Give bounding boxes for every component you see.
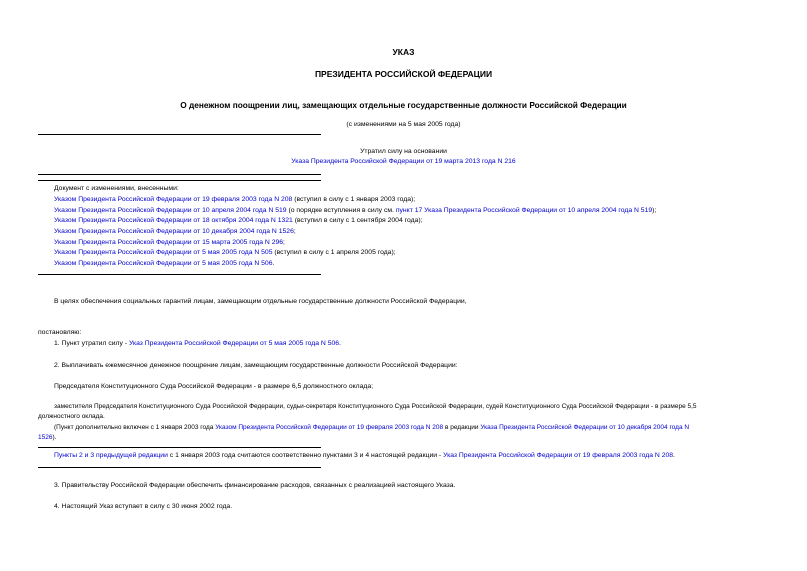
decree-type: УКАЗ (392, 47, 415, 57)
deputy-clause: заместителя Председателя Конституционного Суда Российской Федерации, судьи-секретаря Конституционного Суда Российской Федерации, судей Конституционного Суда Российской Федерации - в размере 5,5 (54, 403, 697, 410)
renumbering-note: Пункты 2 и 3 предыдущей редакции с 1 января 2003 года считаются соответственно пунктами 3 и 4 настоящей редакции - Указ Президента Российской Федерации от 19 февраля 2003 года N 208. (54, 452, 675, 459)
page-title: О денежном поощрении лиц, замещающих отдельные государственные должности Российской Федерации (180, 100, 627, 110)
revision-note: (с изменениями на 5 мая 2005 года) (346, 121, 461, 128)
amendment-item: Указом Президента Российской Федерации от 15 марта 2005 года N 296; (54, 239, 285, 246)
amendment-link[interactable]: Указом Президента Российской Федерации от 5 мая 2005 года N 506 (54, 260, 273, 267)
note-link-2-cont[interactable]: 1526 (38, 434, 53, 441)
amendment-item: Указом Президента Российской Федерации от 5 мая 2005 года N 506. (54, 260, 275, 267)
amendment-item: Указом Президента Российской Федерации от 10 апреля 2004 года N 519 (о порядке вступления в силу см. пункт 17 Указа Президента Российской Федерации от 10 апреля 2004 года N 519); (54, 207, 657, 214)
paragraph-3: 3. Правительству Российской Федерации обеспечить финансирование расходов, связанных с реализацией настоящего Указа. (54, 482, 456, 489)
resolve-word: постановляю: (38, 329, 82, 336)
inclusion-note: (Пункт дополнительно включен с 1 января 2003 года Указом Президента Российской Федерации от 19 февраля 2003 года N 208 в редакции Указа Президента Российской Федерации от 10 декабря 2004 года N (54, 424, 690, 431)
deputy-clause-cont: должностного оклада. (38, 413, 105, 420)
preamble: В целях обеспечения социальных гарантий лицам, замещающим отдельные государственные должности Российской Федерации, (54, 298, 467, 305)
note-link-1[interactable]: Указом Президента Российской Федерации от 19 февраля 2003 года N 208 (215, 424, 444, 431)
inclusion-note-cont: 1526). (38, 434, 57, 441)
amendment-link[interactable]: Указом Президента Российской Федерации от 10 декабря 2004 года N 1526 (54, 228, 294, 235)
amendment-link[interactable]: Указом Президента Российской Федерации от 18 октября 2004 года N 1321 (54, 217, 293, 224)
amendment-item: Указом Президента Российской Федерации от 5 мая 2005 года N 505 (вступил в силу с 1 апреля 2005 года); (54, 249, 396, 256)
repeal-text: Утратил силу на основании (360, 148, 447, 155)
amendment-link[interactable]: Указом Президента Российской Федерации от 19 февраля 2003 года N 208 (54, 196, 293, 203)
divider (38, 274, 321, 275)
amendment-link-secondary[interactable]: пункт 17 Указа Президента Российской Федерации от 10 апреля 2004 года N 519 (395, 207, 653, 214)
note-link-2[interactable]: Указа Президента Российской Федерации от 10 декабря 2004 года N (480, 424, 690, 431)
divider (38, 174, 321, 175)
renum-link-2[interactable]: Указ Президента Российской Федерации от 19 февраля 2003 года N 208 (443, 452, 674, 459)
divider (38, 134, 321, 135)
paragraph-4: 4. Настоящий Указ вступает в силу с 30 июня 2002 года. (54, 503, 233, 510)
divider (38, 447, 321, 448)
divider (38, 467, 321, 468)
amendments-intro: Документ с изменениями, внесенными: (54, 185, 179, 192)
amendment-link[interactable]: Указом Президента Российской Федерации от 10 апреля 2004 года N 519 (54, 207, 287, 214)
renum-link-1[interactable]: Пункты 2 и 3 предыдущей редакции (54, 452, 168, 459)
paragraph-1: 1. Пункт утратил силу - Указ Президента Российской Федерации от 5 мая 2005 года N 506. (54, 340, 341, 347)
repeal-link[interactable]: Указа Президента Российской Федерации от 19 марта 2013 года N 216 (291, 158, 516, 165)
issuer: ПРЕЗИДЕНТА РОССИЙСКОЙ ФЕДЕРАЦИИ (314, 69, 493, 79)
amendment-link[interactable]: Указом Президента Российской Федерации от 5 мая 2005 года N 505 (54, 249, 273, 256)
amendment-link[interactable]: Указом Президента Российской Федерации от 15 марта 2005 года N 296 (54, 239, 284, 246)
amendment-item: Указом Президента Российской Федерации от 19 февраля 2003 года N 208 (вступил в силу с 1 января 2003 года); (54, 196, 416, 203)
amendment-item: Указом Президента Российской Федерации от 18 октября 2004 года N 1321 (вступил в силу с 1 сентября 2004 года); (54, 217, 423, 224)
chair-clause: Председателя Конституционного Суда Российской Федерации - в размере 6,5 должностного оклада; (54, 383, 374, 390)
p1-link[interactable]: Указ Президента Российской Федерации от 5 мая 2005 года N 506 (128, 340, 340, 347)
amendment-item: Указом Президента Российской Федерации от 10 декабря 2004 года N 1526; (54, 228, 296, 235)
paragraph-2: 2. Выплачивать ежемесячное денежное поощрение лицам, замещающим государственные должности Российской Федерации: (54, 362, 458, 369)
divider (38, 180, 321, 181)
repeal-link-wrap (0, 158, 807, 165)
